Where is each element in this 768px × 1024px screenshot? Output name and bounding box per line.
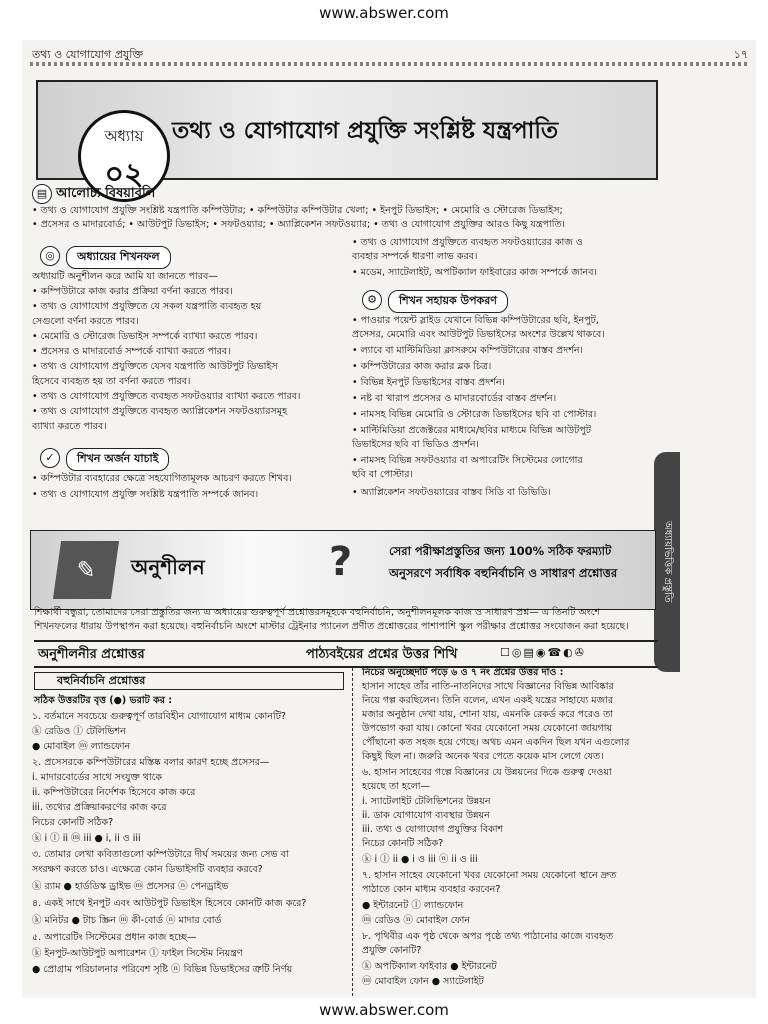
mcq-line: ⓚ র‍্যাম ● হার্ডডিস্ক ড্রাইভ ⓜ প্রসেসর ⓝ পেনড্রাইভ (32, 881, 229, 892)
mcq-instruction: সঠিক উত্তরটির বৃত্ত (●) ভরাট কর : (34, 695, 173, 706)
mcq-line: ⓚ i ⓛ ii ⓜ iii ● i, ii ও iii (32, 833, 141, 844)
topics-title: আলোচ্য বিষয়াবলি (56, 186, 156, 201)
topics-line: • তথ্য ও যোগাযোগ প্রযুক্তি সংশ্লিষ্ট যন্ত্রপাতি কম্পিউটার; • কম্পিউটার কম্পিউটার খেলা; • ইনপুট ডিভাইস; • মেমোরি ও স্টোরেজ ডিভাইস; (32, 205, 563, 216)
mcq-line: ৮. পৃথিবীর এক পৃষ্ঠ থেকে অপর পৃষ্ঠে তথ্য পাঠানোর কাজে ব্যবহৃত (362, 931, 614, 942)
learning-title: অধ্যায়ের শিখনফল (66, 246, 171, 269)
practice-promo-line: অনুসরণে সর্বাধিক বহুনির্বাচনি ও সাধারণ প্রশ্নোত্তর (389, 566, 618, 580)
mcq-line: i. মাদারবোর্ডের সাথে সংযুক্ত থাকে (32, 772, 163, 783)
materials-item: • পাওয়ার পয়েন্ট স্লাইড যেখানে বিভিন্ন কম্পিউটারের ছবি, ইনপুট, (352, 315, 599, 326)
mcq-line: নিচের কোনটি সঠিক? (362, 838, 444, 849)
mcq-line: প্রযুক্তি কোনটি? (362, 945, 422, 956)
chapter-label: অধ্যায় (104, 127, 144, 145)
mcq-line: পাঠাতে কোন মাধ্যম ব্যবহার করবেন? (362, 884, 501, 895)
materials-item: ডিভাইসের ছবি বা ভিডিও প্রদর্শন। (352, 439, 479, 450)
mcq-line: নিয়ে গল্প করছিলেন। তিনি বলেন, এখন একই যন্ত্রের সাহায্যে মজার (362, 695, 614, 706)
materials-item: • কম্পিউটারের কাজ করার ব্লক চিত্র। (352, 361, 492, 372)
column-divider (352, 668, 353, 996)
mcq-line: ২. প্রসেসরকে কম্পিউটারের মস্তিষ্ক বলার কারণ হচ্ছে প্রসেসর— (32, 757, 270, 768)
materials-item: • ল্যাবে বা মাল্টিমিডিয়া ক্লাসরুমে কম্পিউটারের বাস্তব প্রদর্শন। (352, 345, 583, 356)
check-target-icon: ✓ (40, 448, 60, 468)
mcq-line: নিচের কোনটি সঠিক? (32, 817, 114, 828)
book-page (22, 40, 756, 998)
mcq-line: ⓚ মনিটর ● টাচ স্ক্রিন ⓜ কী-বোর্ড ⓝ মাদার বোর্ড (32, 915, 222, 926)
practice-banner (30, 530, 656, 610)
materials-item: • মাল্টিমিডিয়া প্রজেক্টরের মাধ্যমে/ছবির মাধ্যমে বিভিন্ন আউটপুট (352, 425, 591, 436)
question-section-bar (34, 640, 658, 668)
book-icon: ▤ (32, 184, 52, 204)
learning-intro: অধ্যায়টি অনুশীলন করে আমি যা জানতে পারব— (32, 271, 218, 282)
mcq-header: বহুনির্বাচনি প্রশ্নোত্তর (34, 672, 344, 690)
mcq-line: হয়েছে তা হলো— (362, 781, 431, 792)
mcq-line: মজার অনুষ্ঠান দেখা যায়, শোনা যায়, এমনকি রেকর্ড করে পরেও তা (362, 709, 613, 720)
mcq-line: ⓚ অপটিক্যাল ফাইবার ● ইন্টারনেট (362, 961, 497, 972)
mcq-line: ⓜ মোবাইল ফোন ● স্যাটেলাইট (362, 976, 484, 987)
materials-item: • বিভিন্ন ইনপুট ডিভাইসের বাস্তব প্রদর্শন। (352, 377, 505, 388)
mcq-line: ১. বর্তমানে সবচেয়ে গুরুত্বপূর্ণ তারবিহীন যোগাযোগ মাধ্যম কোনটি? (32, 711, 286, 722)
topics-line: • প্রসেসর ও মাদারবোর্ড; • আউটপুট ডিভাইস; • সফটওয়্যার; • অ্যাপ্লিকেশন সফটওয়্যার; • তথ্য ও যোগাযোগ প্রযুক্তির আরও কিছু যন্ত্রপাতি। (32, 219, 565, 230)
running-header: তথ্য ও যোগাযোগ প্রযুক্তি (32, 48, 144, 61)
materials-item: ছবি বা পোস্টার। (352, 469, 413, 480)
mcq-line: iii. তথ্যের প্রক্রিয়াকরণের কাজ করে (32, 802, 167, 813)
assessment-item: • কম্পিউটার ব্যবহারের ক্ষেত্রে সহযোগিতামূলক আচরণ করতে শিখব। (32, 473, 292, 484)
mcq-line: উপভোগ করা যায়। কোনো খবর যেকোনো সময় যেকোনো জায়গায় (362, 723, 613, 734)
mcq-line: ৭. হাসান সাহেব যেকোনো খবর যেকোনো সময় যেকোনো স্থানে দ্রুত (362, 870, 617, 881)
practice-title: অনুশীলন (131, 555, 205, 579)
materials-item: প্রসেসর, মেমোরি এবং আউটপুট ডিভাইসের অংশের উল্লেখ থাকবে। (352, 329, 605, 340)
materials-item: • নামসহ বিভিন্ন মেমোরি ও স্টোরেজ ডিভাইসের ছবি বা পোস্টার। (352, 409, 597, 420)
learning-item-right: • তথ্য ও যোগাযোগ প্রযুক্তিতে ব্যবহৃত সফটওয়্যারের কাজ ও (352, 237, 583, 248)
practice-promo-line: সেরা পরীক্ষাপ্রস্তুতির জন্য 100% সঠিক ফরম্যাট (389, 544, 612, 558)
target-icon: ◎ (40, 246, 60, 266)
mcq-line: সংরক্ষণ করতে চাও। এক্ষেত্রে কোন ডিভাইসটি ব্যবহার করবে? (32, 864, 263, 875)
mcq-line: ii. কম্পিউটারের নির্দেশক হিসেবে কাজ করে (32, 787, 196, 798)
assessment-title: শিখন অর্জন যাচাই (66, 448, 169, 471)
mcq-line: কিছুই ছিল না। জরুরি অনেক খবর পেতে কয়েক মাস লেগে যেত। (362, 751, 604, 762)
learning-item: • তথ্য ও যোগাযোগ প্রযুক্তিতে যে সকল যন্ত্রপাতি ব্যবহৃত হয় (32, 301, 262, 312)
site-url-bottom[interactable]: www.abswer.com (319, 1001, 449, 1019)
mcq-line: ৬. হাসান সাহেবের গল্পে বিজ্ঞানের যে উন্নয়নের দিকে গুরুত্ব দেওয়া (362, 767, 612, 778)
textbook-qa-title: পাঠ্যবইয়ের প্রশ্নের উত্তর শিখি (306, 647, 458, 662)
chapter-side-tab: অধ্যায়ভিত্তিক প্রস্তুতি (654, 452, 680, 672)
dotted-rule (30, 62, 748, 66)
mcq-line: ii. ডাক যোগাযোগ ব্যবস্থার উন্নয়ন (362, 810, 490, 821)
mcq-line: ⓚ রেডিও ⓛ টেলিভিশন (32, 726, 126, 737)
exercise-qa-title: অনুশীলনীর প্রশ্নোত্তর (38, 647, 145, 662)
gear-icon: ⚙ (362, 290, 382, 310)
mcq-line: নিচের অনুচ্ছেদটি পড়ে ৬ ও ৭ নং প্রশ্নের উত্তর দাও : (362, 667, 564, 678)
materials-item: • নামসহ বিভিন্ন সফটওয়্যার বা অপারেটিং সিস্টেমের লোগোর (352, 455, 583, 466)
chapter-number: ০২ (104, 157, 144, 192)
learning-item: সেগুলো বর্ণনা করতে পারব। (32, 316, 139, 327)
materials-title: শিখন সহায়ক উপকরণ (388, 290, 508, 313)
mcq-line: ● প্রোগ্রাম পরিচালনার পরিবেশ সৃষ্টি ⓝ বিভিন্ন ডিভাইসের ত্রুটি নির্ণয় (32, 964, 293, 975)
learning-item: • কম্পিউটারে কাজ করার প্রক্রিয়া বর্ণনা করতে পারব। (32, 286, 233, 297)
materials-item: • নষ্ট বা খারাপ প্রসেসর ও মাদারবোর্ডের বাস্তব প্রদর্শন। (352, 393, 557, 404)
materials-item: • অ্যাপ্লিকেশন সফটওয়্যারের বাস্তব সিডি বা ডিভিডি। (352, 487, 551, 498)
learning-item: হিসেবে ব্যবহৃত হয় তা বর্ণনা করতে পারব। (32, 376, 191, 387)
learning-item: ব্যাখ্যা করতে পারব। (32, 421, 107, 432)
question-mark-icon: ? (329, 539, 353, 585)
mcq-line: ⓜ রেডিও ⓝ মোবাইল ফোন (362, 915, 471, 926)
resource-icons: ☐◎▤◉☎◐✇ (500, 646, 586, 659)
mcq-line: ৪. একই সাথে ইনপুট এবং আউটপুট ডিভাইস হিসেবে কোনটি কাজ করে? (32, 898, 307, 909)
learning-item: • প্রসেসর ও মাদারবোর্ড সম্পর্কে ব্যাখ্যা করতে পারব। (32, 346, 231, 357)
learning-item-right: ব্যবহার সম্পর্কে ধারণা লাভ করব। (352, 251, 478, 262)
learning-item-right: • মডেম, স্যাটেলাইট, অপটিক্যাল ফাইবারের কাজ সম্পর্কে জানব। (352, 267, 597, 278)
pencil-logo-icon: ✎ (53, 541, 119, 599)
mcq-line: ৩. তোমার লেখা কবিতাগুলো কম্পিউটারে দীর্ঘ সময়ের জন্য সেভ বা (32, 849, 289, 860)
learning-item: • মেমোরি ও স্টোরেজ ডিভাইস সম্পর্কে ব্যাখ্যা করতে পারব। (32, 331, 258, 342)
student-intro: শিক্ষার্থী বন্ধুরা, তোমাদের সেরা প্রস্তুতির জন্য এ অধ্যায়ের গুরুত্বপূর্ণ প্রশ্নোত্তরসমূহকে বহুনির্বাচনি, অনুশীলনমূলক কাজ ও সাধারণ প্রশ্ন— এ তিনটি অংশে শিখনফলের ধারায় উপস্থাপন করা হয়েছে। বহুনির্বাচনি অংশে মাস্টার ট্রেইনার প্যানেল প্রণীত প্রশ্নোত্তরের পাশাপাশি স্কুল পরীক্ষার প্রশ্নোত্তর সংযোজন করা হয়েছে। (34, 607, 629, 632)
mcq-line: ⓚ i ⓛ ii ● i ও iii ⓝ ii ও iii (362, 854, 478, 865)
mcq-line: i. স্যাটেলাইট টেলিভিশনের উন্নয়ন (362, 796, 491, 807)
mcq-line: ● ইন্টারনেট ⓛ ল্যান্ডফোন (362, 900, 464, 911)
mcq-line: হাসান সাহেব তাঁর নাতি-নাতনিদের সাথে বিজ্ঞানের বিভিন্ন আবিষ্কার (362, 681, 614, 692)
assessment-item: • তথ্য ও যোগাযোগ প্রযুক্তি সংশ্লিষ্ট যন্ত্রপাতি সম্পর্কে জানব। (32, 489, 259, 500)
learning-item: • তথ্য ও যোগাযোগ প্রযুক্তিতে ব্যবহৃত অ্যাপ্লিকেশন সফটওয়্যারসমূহ (32, 406, 288, 417)
mcq-line: iii. তথ্য ও যোগাযোগ প্রযুক্তির বিকাশ (362, 824, 504, 835)
chapter-title: তথ্য ও যোগাযোগ প্রযুক্তি সংশ্লিষ্ট যন্ত্রপাতি (172, 118, 559, 144)
mcq-line: ● মোবাইল ⓜ ল্যান্ডফোন (32, 741, 131, 752)
page-number: ১৭ (733, 48, 748, 61)
site-url-top[interactable]: www.abswer.com (319, 4, 449, 22)
learning-item: • তথ্য ও যোগাযোগ প্রযুক্তিতে ব্যবহৃত সফটওয়্যার ব্যাখ্যা করতে পারব। (32, 391, 301, 402)
learning-item: • তথ্য ও যোগাযোগ প্রযুক্তিতে যেসব যন্ত্রপাতি আউটপুট ডিভাইস (32, 361, 278, 372)
mcq-line: পৌঁছানো কত সহজ হয়ে গেছে। অথচ এমন একদিন ছিল যখন এগুলোর (362, 737, 630, 748)
mcq-line: ৫. অপারেটিং সিস্টেমের প্রধান কাজ হচ্ছে— (32, 932, 197, 943)
mcq-line: ⓚ ইনপুট-আউটপুট অপারেশন ⓛ ফাইল সিস্টেম নিয়ন্ত্রণ (32, 948, 243, 959)
